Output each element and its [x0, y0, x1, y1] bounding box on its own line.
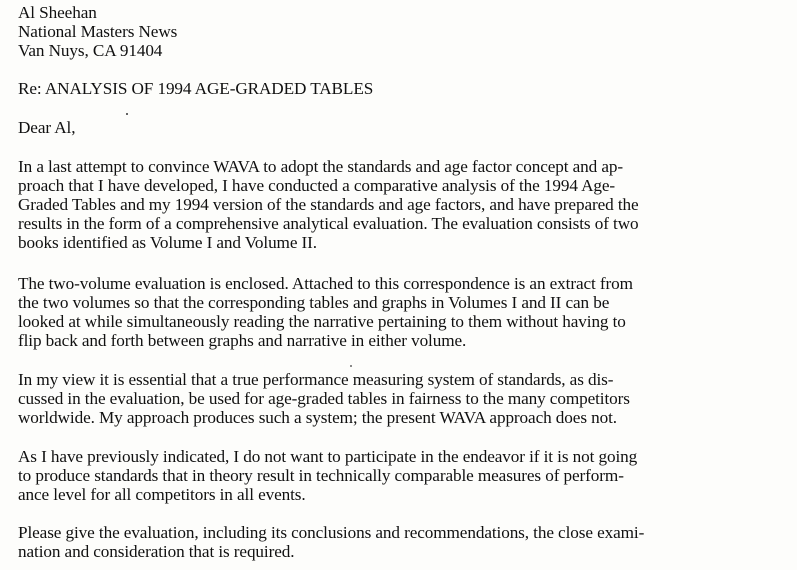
paragraph-line: In a last attempt to convince WAVA to adopt the standards and age factor concept and ap- — [18, 157, 623, 176]
subject-line: Re: ANALYSIS OF 1994 AGE-GRADED TABLES — [18, 79, 374, 98]
paragraph-line: Please give the evaluation, including its conclusions and recommendations, the close exami- — [18, 523, 645, 542]
paragraph-line: books identified as Volume I and Volume II. — [18, 233, 317, 252]
paragraph-line: flip back and forth between graphs and narrative in either volume. — [18, 331, 467, 350]
paper-speck — [350, 365, 352, 367]
paragraph-3 — [18, 370, 630, 427]
paragraph-line: to produce standards that in theory result in technically comparable measures of perform- — [18, 466, 624, 485]
paragraph-4 — [18, 447, 637, 504]
sender-city: Van Nuys, CA 91404 — [18, 41, 163, 60]
paragraph-line: nation and consideration that is required. — [18, 542, 295, 561]
paragraph-line: As I have previously indicated, I do not want to participate in the endeavor if it is not going — [18, 447, 638, 466]
sender-address — [18, 3, 177, 60]
paragraph-5 — [18, 523, 644, 561]
paragraph-line: The two-volume evaluation is enclosed. Attached to this correspondence is an extract from — [18, 274, 633, 293]
paragraph-1 — [18, 157, 639, 252]
paragraph-line: cussed in the evaluation, be used for age-graded tables in fairness to the many competitors — [18, 389, 630, 408]
paragraph-line: proach that I have developed, I have conducted a comparative analysis of the 1994 Age- — [18, 176, 616, 195]
paragraph-line: In my view it is essential that a true performance measuring system of standards, as dis- — [18, 370, 614, 389]
sender-organization: National Masters News — [18, 22, 178, 41]
paragraph-2 — [18, 274, 633, 350]
paragraph-line: ance level for all competitors in all events. — [18, 485, 306, 504]
paragraph-line: Graded Tables and my 1994 version of the standards and age factors, and have prepared the — [18, 195, 639, 214]
sender-name: Al Sheehan — [18, 3, 97, 22]
salutation: Dear Al, — [18, 118, 76, 137]
paper-speck — [126, 113, 128, 115]
paragraph-line: results in the form of a comprehensive analytical evaluation. The evaluation consists of two — [18, 214, 639, 233]
paragraph-line: worldwide. My approach produces such a system; the present WAVA approach does not. — [18, 408, 617, 427]
paragraph-line: the two volumes so that the corresponding tables and graphs in Volumes I and II can be — [18, 293, 610, 312]
paragraph-line: looked at while simultaneously reading the narrative pertaining to them without having to — [18, 312, 626, 331]
